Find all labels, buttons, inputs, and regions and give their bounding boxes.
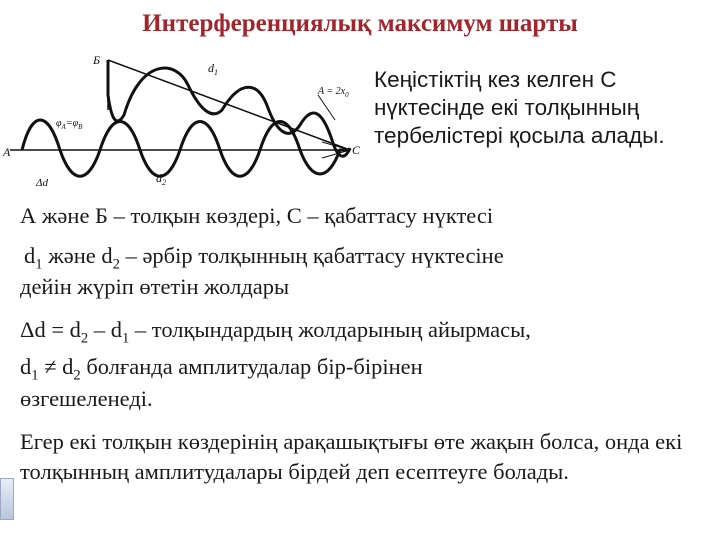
label-a: A	[3, 145, 11, 159]
wave-from-b	[108, 60, 350, 156]
side-text-line: Кеңістіктің кез келген С	[374, 67, 617, 92]
side-description	[374, 66, 665, 150]
label-amplitude: $A = 2x_0$	[318, 86, 349, 99]
sources-definition: А және Б – толқын көздері, С – қабаттасу нүктесі	[20, 203, 494, 228]
amplitude-condition: $d_1 \ne d_2$ болғанда амплитудалар бір-бірінен	[20, 354, 423, 384]
side-text-line: нүктесінде екі толқынның	[374, 95, 640, 120]
label-delta-d: Δd	[36, 177, 48, 189]
label-c: C	[352, 143, 361, 157]
side-text-line: тербелістері қосыла алады.	[374, 123, 665, 148]
label-b: Б	[93, 53, 101, 67]
path-difference-definition: $\Delta d = d_2 - d_1$ – толқындардың жолдарының айырмасы,	[20, 317, 531, 347]
label-d2: $d_2$	[156, 171, 166, 187]
b-to-c-line	[108, 60, 350, 150]
equal-amplitude-paragraph: Егер екі толқын көздерінің арақашықтығы өте жақын болса, онда екі толқынның амплитудалары бірдей деп есептеуге болады.	[20, 429, 683, 484]
label-phase: $\varphi_A=\varphi_B$	[56, 118, 83, 131]
slide-edge-widget	[0, 478, 14, 520]
slide-title: Интерференциялық максимум шарты	[142, 10, 578, 37]
paths-definition-cont: дейін жүріп өтетін жолдары	[20, 274, 290, 299]
amplitude-condition-cont: өзгешеленеді.	[20, 386, 153, 411]
wave-interference-diagram	[0, 40, 370, 190]
label-d1: $d_1$	[208, 61, 218, 77]
paths-definition: $d_1$ және $d_2$ – әрбір толқынның қабаттасу нүктесіне	[24, 243, 504, 273]
